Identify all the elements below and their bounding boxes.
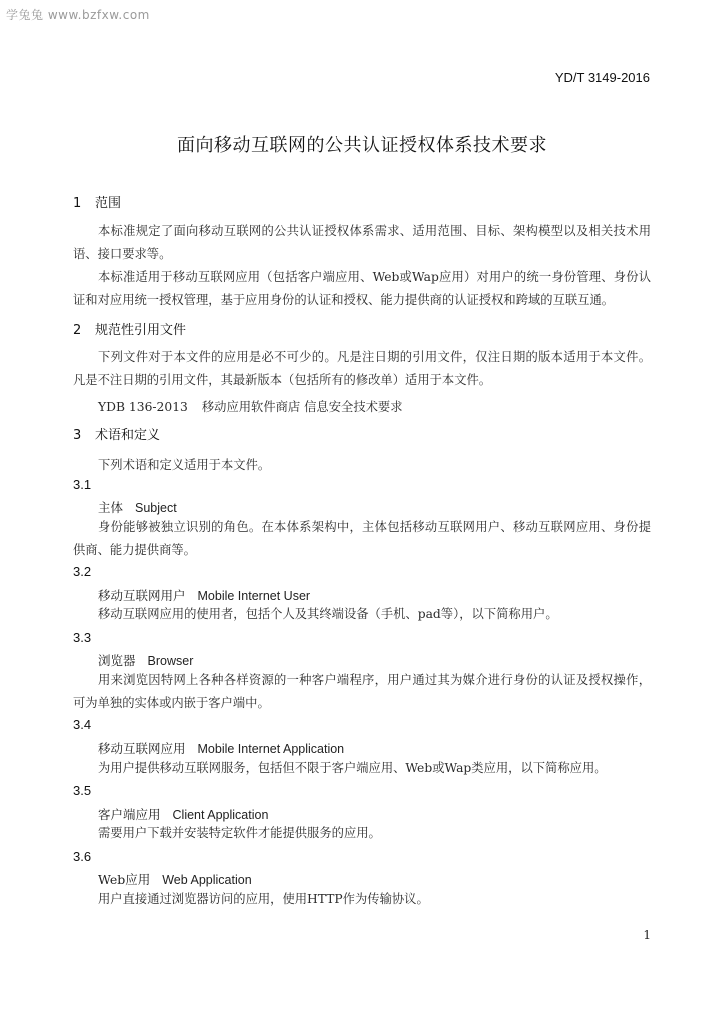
reference-code: YDB 136-2013 — [98, 400, 188, 414]
term-zh: Web应用 — [98, 872, 151, 887]
term-number: 3.1 — [73, 477, 92, 492]
section-3-heading — [73, 424, 160, 443]
watermark: 学兔兔 www.bzfxw.com — [6, 8, 150, 22]
standard-number: YD/T 3149-2016 — [554, 70, 650, 85]
term-definition: 身份能够被独立识别的角色。在本体系架构中，主体包括移动互联网用户、移动互联网应用、身份提供商、能力提供商等。 — [73, 520, 651, 557]
section-2-heading — [73, 319, 186, 338]
section-1-paragraph-2: 本标准适用于移动互联网应用（包括客户端应用、Web或Wap应用）对用户的统一身份管理、身份认证和对应用统一授权管理，基于应用身份的认证和授权、能力提供商的认证授权和跨域的互联互通。 — [73, 270, 651, 307]
section-1-paragraph-1: 本标准规定了面向移动互联网的公共认证授权体系需求、适用范围、目标、架构模型以及相关技术用语、接口要求等。 — [73, 224, 651, 261]
term-number: 3.6 — [73, 849, 92, 864]
section-1-heading — [73, 192, 121, 211]
term-definition: 为用户提供移动互联网服务，包括但不限于客户端应用、Web或Wap类应用，以下简称应用。 — [98, 761, 607, 775]
section-title: 范围 — [95, 196, 122, 211]
term-en: Web Application — [162, 873, 252, 887]
term-en: Client Application — [172, 808, 269, 822]
term-number: 3.5 — [73, 783, 92, 798]
section-number: 2 — [73, 323, 82, 338]
term-heading — [98, 739, 344, 757]
term-zh: 客户端应用 — [98, 807, 161, 822]
term-definition: 需要用户下载并安装特定软件才能提供服务的应用。 — [98, 826, 381, 840]
term-en: Mobile Internet Application — [197, 742, 345, 756]
term-definition: 移动互联网应用的使用者，包括个人及其终端设备（手机、pad等），以下简称用户。 — [98, 607, 558, 621]
section-number: 1 — [73, 196, 82, 211]
section-title: 术语和定义 — [95, 428, 161, 443]
document-title: 面向移动互联网的公共认证授权体系技术要求 — [177, 135, 547, 156]
reference-title: 移动应用软件商店 信息安全技术要求 — [201, 400, 403, 414]
section-2-paragraph-1: 下列文件对于本文件的应用是必不可少的。凡是注日期的引用文件，仅注日期的版本适用于本文件。凡是不注日期的引用文件，其最新版本（包括所有的修改单）适用于本文件。 — [73, 350, 651, 387]
term-zh: 浏览器 — [98, 653, 136, 668]
term-en: Browser — [147, 654, 194, 668]
term-definition: 用户直接通过浏览器访问的应用，使用HTTP作为传输协议。 — [98, 892, 429, 906]
page-number: 1 — [643, 928, 651, 942]
term-zh: 主体 — [98, 500, 124, 515]
term-zh: 移动互联网应用 — [98, 741, 186, 756]
term-en: Subject — [135, 501, 177, 515]
term-en: Mobile Internet User — [197, 589, 311, 603]
term-number: 3.3 — [73, 630, 92, 645]
section-number: 3 — [73, 428, 82, 443]
term-number: 3.2 — [73, 564, 92, 579]
term-heading — [98, 805, 268, 823]
term-heading — [98, 498, 177, 516]
term-definition: 用来浏览因特网上各种各样资源的一种客户端程序，用户通过其为媒介进行身份的认证及授权操作，可为单独的实体或内嵌于客户端中。 — [73, 673, 651, 710]
section-title: 规范性引用文件 — [95, 323, 187, 338]
normative-reference — [98, 397, 403, 415]
term-heading — [98, 651, 193, 669]
term-number: 3.4 — [73, 717, 92, 732]
term-heading — [98, 586, 310, 604]
term-heading — [98, 870, 252, 888]
term-zh: 移动互联网用户 — [98, 588, 186, 603]
section-3-intro: 下列术语和定义适用于本文件。 — [98, 458, 271, 472]
